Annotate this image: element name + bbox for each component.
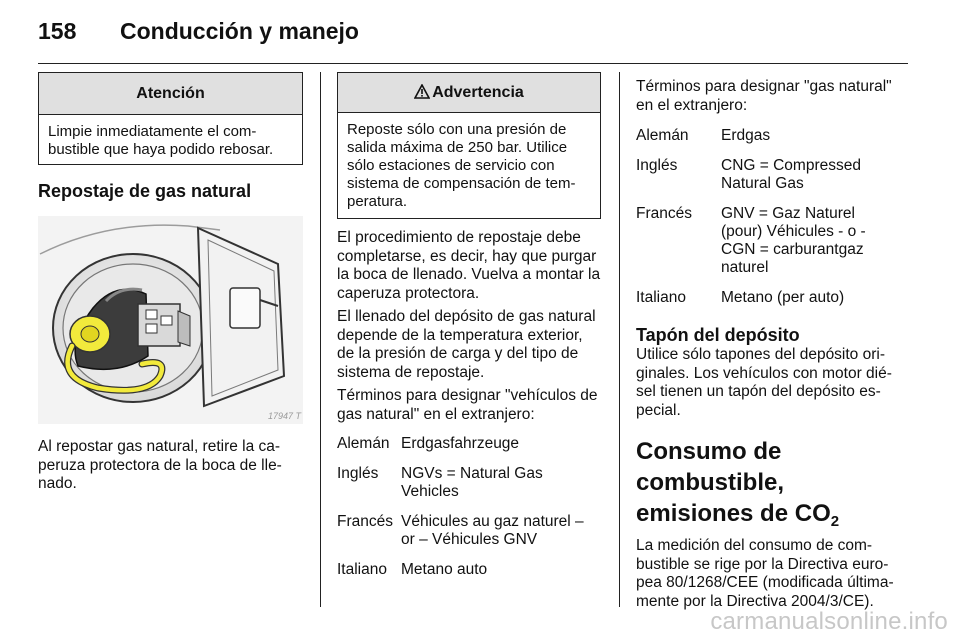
term-value: GNV = Gaz Naturel (pour) Véhicules - o - CGN = carburantgaz naturel (721, 205, 866, 276)
term-language: Inglés (337, 465, 379, 482)
attention-box-text: Limpie inmediatamente el com-bustible que haya podido rebosar. (48, 123, 274, 158)
table-row (636, 127, 896, 157)
refuel-cng-paragraph: Al repostar gas natural, retire la ca-peruza protectora de la boca de lle-nado. (38, 438, 282, 492)
column-left (38, 72, 303, 494)
paragraph-vehicle-terms: Términos para designar "vehículos de gas natural" en el extranjero: (337, 387, 598, 423)
fuel-filler-illustration (38, 216, 303, 424)
column-divider (619, 72, 620, 607)
term-value: Metano (per auto) (721, 289, 845, 306)
figure-code: 17947 T (267, 411, 301, 421)
gas-terms-intro: Términos para designar "gas natural" en el extranjero: (636, 78, 892, 114)
table-row (636, 289, 896, 319)
consumption-section-heading (636, 436, 908, 529)
term-language: Alemán (337, 435, 390, 452)
vehicle-terms-table (337, 435, 601, 591)
section-heading-subscript: 2 (830, 513, 840, 530)
term-language: Francés (337, 513, 393, 530)
column-middle (337, 72, 601, 591)
term-value: Metano auto (401, 561, 488, 578)
fuel-cap-text: Utilice sólo tapones del depósito ori-ginales. Los vehículos con motor dié-sel tienen un tapón del depósito es-pecial. (636, 346, 892, 419)
warning-box-header (338, 73, 600, 113)
warning-box (337, 72, 601, 219)
watermark: carmanualsonline.info (710, 608, 948, 635)
table-row (337, 561, 601, 591)
table-row (337, 513, 601, 561)
consumption-section-text: La medición del consumo de com-bustible se rige por la Directiva euro-pea 80/1268/CEE (modificada última-mente por la Directiva 2004/3/CE). (636, 537, 894, 610)
section-heading-text: Consumo de combustible, emisiones de CO (636, 438, 831, 527)
warning-box-text: Reposte sólo con una presión de salida máxima de 250 bar. Utilice sólo estaciones de servicio con sistema de compensación de tem-peratura. (347, 121, 576, 210)
term-language: Italiano (337, 561, 387, 578)
column-divider (320, 72, 321, 607)
fuel-cap-heading: Tapón del depósito (636, 325, 800, 345)
term-language: Francés (636, 205, 692, 222)
gas-terms-table (636, 127, 896, 319)
page-header (38, 14, 908, 64)
term-language: Italiano (636, 289, 686, 306)
warning-triangle-icon (414, 75, 430, 115)
table-row (337, 435, 601, 465)
refuel-cng-heading: Repostaje de gas natural (38, 181, 252, 201)
warning-box-title: Advertencia (432, 84, 524, 101)
attention-box (38, 72, 303, 165)
table-row (636, 157, 896, 205)
fuel-filler-figure (38, 216, 303, 424)
table-row (636, 205, 896, 289)
column-right (636, 72, 908, 611)
paragraph-purge: El procedimiento de repostaje debe completarse, es decir, hay que purgar la boca de llenado. Vuelva a montar la caperuza protectora. (337, 229, 601, 302)
term-language: Inglés (636, 157, 678, 174)
paragraph-fill-level: El llenado del depósito de gas natural depende de la temperatura exterior, de la presión de carga y del tipo de sistema de repostaje. (337, 308, 596, 381)
term-value: CNG = Compressed Natural Gas (721, 157, 861, 192)
term-language: Alemán (636, 127, 689, 144)
attention-box-title: Atención (39, 73, 302, 115)
table-row (337, 465, 601, 513)
term-value: NGVs = Natural Gas Vehicles (401, 465, 543, 500)
page-number: 158 (38, 18, 77, 44)
term-value: Erdgas (721, 127, 771, 144)
term-value: Véhicules au gaz naturel – or – Véhicules GNV (401, 513, 584, 548)
page-title: Conducción y manejo (120, 18, 359, 44)
term-value: Erdgasfahrzeuge (401, 435, 520, 452)
